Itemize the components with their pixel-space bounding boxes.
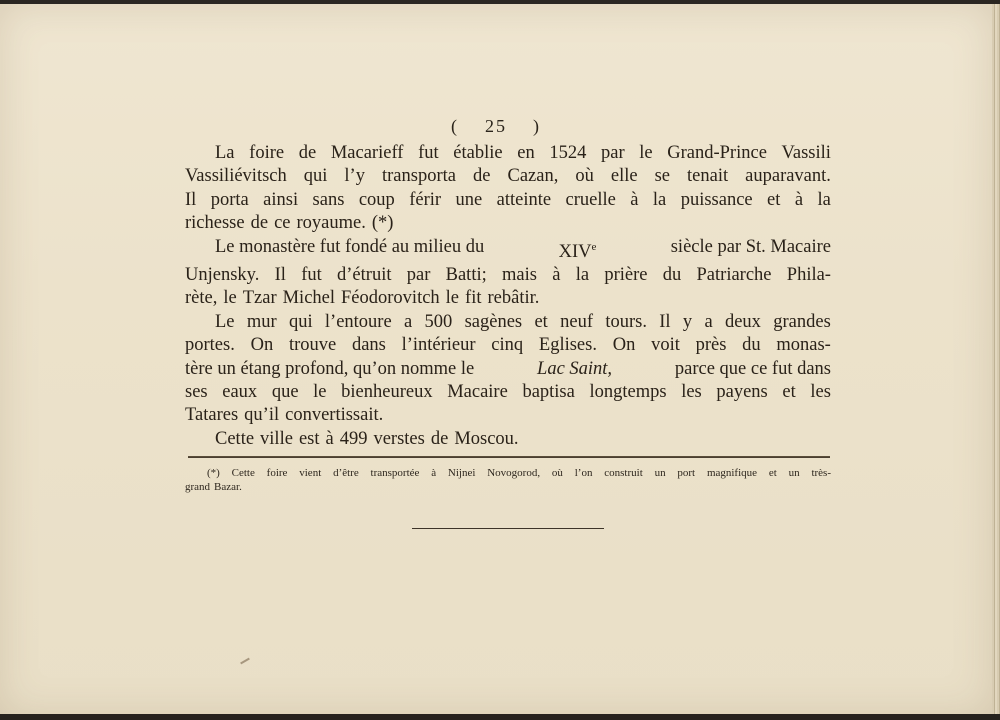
word: près: [695, 335, 727, 356]
word: a: [404, 311, 413, 332]
word: le: [223, 288, 237, 309]
word: Cette: [231, 467, 255, 479]
word: transportée: [370, 467, 420, 479]
word: Phila-: [786, 265, 831, 286]
word: fut: [301, 265, 322, 286]
word: Cette: [215, 428, 255, 449]
word: mais: [502, 265, 537, 286]
word: rète,: [185, 288, 218, 309]
word: l’y: [344, 166, 365, 187]
word: sagènes: [464, 311, 523, 332]
word: ainsi: [263, 189, 299, 210]
word: tours.: [605, 311, 647, 332]
word: et: [782, 382, 796, 403]
word: qui: [288, 311, 313, 332]
word: rebâtir.: [487, 288, 540, 309]
word: Novogorod,: [487, 467, 541, 479]
footnote: [185, 466, 831, 494]
word: auparavant.: [745, 166, 831, 187]
word: à: [552, 265, 561, 286]
word: royaume.: [296, 213, 366, 234]
text-line: [185, 381, 831, 404]
word: Patriarche: [696, 265, 772, 286]
word: le: [445, 288, 460, 309]
word: richesse: [185, 213, 245, 234]
word: portes.: [185, 335, 235, 356]
text-line-with-italic: [185, 358, 831, 381]
word: ville: [260, 428, 293, 449]
word: un: [654, 467, 666, 479]
page-bottom-edge: [0, 714, 1000, 720]
word: deux: [724, 311, 761, 332]
word: du: [742, 335, 761, 356]
lac-saint-italic: Lac Saint,: [537, 358, 613, 379]
word: monas-: [776, 335, 831, 356]
text-line: [185, 264, 831, 287]
text-line: [185, 212, 831, 235]
word: y: [682, 311, 693, 332]
word: Vassili: [781, 143, 831, 163]
word: que: [271, 382, 299, 403]
p2-roman-numeral: XIVe: [558, 240, 597, 262]
word: qui: [303, 166, 328, 187]
p2-line1-before: Le monastère fut fondé au milieu du: [215, 236, 485, 257]
text-line: [185, 165, 831, 188]
word: à: [325, 428, 334, 449]
word: (*): [371, 213, 394, 234]
word: atteinte: [496, 189, 552, 210]
word: d’être: [333, 467, 359, 479]
text-line: [185, 287, 831, 310]
word: payens: [716, 382, 768, 403]
word: de: [298, 143, 317, 163]
word: est: [298, 428, 320, 449]
word: où: [575, 166, 594, 187]
word: férir: [409, 189, 442, 210]
text-line: [185, 404, 831, 427]
word: grand: [185, 481, 211, 493]
word: Batti;: [445, 265, 487, 286]
word: à: [794, 189, 804, 210]
word: où: [551, 467, 563, 479]
footnote-line: [185, 466, 831, 480]
text-line-with-roman-numeral: [185, 236, 831, 264]
word: à: [431, 467, 437, 479]
word: cruelle: [565, 189, 616, 210]
page-stack-edge: [992, 4, 1000, 716]
word: cinq: [491, 335, 524, 356]
word: sans: [312, 189, 345, 210]
word: et: [767, 189, 781, 210]
word: l’on: [574, 467, 593, 479]
word: tenait: [687, 166, 729, 187]
word: et: [534, 311, 548, 332]
word: mur: [246, 311, 277, 332]
word: Macarieff: [330, 143, 404, 163]
word: Tatares: [185, 405, 239, 426]
word: par: [406, 265, 431, 286]
p3-line3-after: parce que ce fut dans: [674, 358, 831, 379]
footnote-separator-rule: [188, 456, 830, 458]
word: Unjensky.: [185, 265, 260, 286]
word: établie: [453, 143, 503, 163]
word: prière: [604, 265, 648, 286]
page-number-close-paren: ): [533, 116, 541, 136]
word: ce: [274, 213, 291, 234]
word: l’intérieur: [401, 335, 476, 356]
word: les: [681, 382, 702, 403]
word: les: [810, 382, 831, 403]
word: Michel: [282, 288, 336, 309]
word: grandes: [773, 311, 831, 332]
word: Il: [659, 311, 671, 332]
word: foire: [266, 467, 288, 479]
page-number-open-paren: (: [451, 116, 459, 136]
word: vient: [299, 467, 322, 479]
word: par: [600, 143, 625, 163]
word: se: [654, 166, 671, 187]
word: dans: [351, 335, 386, 356]
word: le: [313, 382, 327, 403]
word: du: [662, 265, 682, 286]
word: la: [575, 265, 590, 286]
word: Cazan,: [507, 166, 559, 187]
word: et: [768, 467, 777, 479]
word: une: [455, 189, 483, 210]
main-text: [185, 142, 831, 451]
word: fut: [418, 143, 439, 163]
word: verstes: [373, 428, 425, 449]
word: port: [677, 467, 696, 479]
word: (*): [207, 467, 220, 479]
word: 500: [424, 311, 453, 332]
word: On: [250, 335, 274, 356]
word: coup: [358, 189, 395, 210]
word: Il: [185, 189, 197, 210]
word: elle: [610, 166, 638, 187]
word: à: [630, 189, 639, 210]
text-line: [185, 428, 831, 451]
footnote-line: [185, 480, 831, 494]
word: puissance: [680, 189, 753, 210]
word: bienheureux: [341, 382, 433, 403]
text-line: [185, 189, 831, 212]
word: la: [652, 189, 667, 210]
word: d’étruit: [337, 265, 392, 286]
word: Le: [215, 311, 235, 332]
p3-line3-before: tère un étang profond, qu’on nomme le: [185, 358, 475, 379]
word: longtemps: [589, 382, 667, 403]
word: foire: [249, 143, 285, 163]
end-rule: [412, 528, 604, 529]
text-line: [185, 311, 831, 334]
word: qu’il: [244, 405, 280, 426]
word: Grand-Prince: [667, 143, 767, 163]
word: de: [250, 213, 269, 234]
word: Eglises.: [538, 335, 597, 356]
word: voit: [651, 335, 680, 356]
word: Il: [274, 265, 286, 286]
word: en: [517, 143, 535, 163]
word: Bazar.: [214, 481, 242, 493]
word: On: [612, 335, 636, 356]
word: ses: [185, 382, 208, 403]
word: très-: [811, 467, 831, 479]
word: La: [215, 143, 235, 163]
word: 499: [339, 428, 368, 449]
word: de: [430, 428, 449, 449]
word: l’entoure: [324, 311, 392, 332]
word: le: [639, 143, 653, 163]
word: magnifique: [706, 467, 758, 479]
word: Vassiliévitsch: [185, 166, 287, 187]
word: eaux: [222, 382, 258, 403]
word: un: [788, 467, 800, 479]
text-line: [185, 334, 831, 357]
word: convertissait.: [285, 405, 384, 426]
word: neuf: [560, 311, 593, 332]
word: fit: [465, 288, 482, 309]
p2-line1-after: siècle par St. Macaire: [670, 236, 831, 257]
word: Nijnei: [447, 467, 476, 479]
word: Macaire: [447, 382, 508, 403]
superscript-e: e: [591, 240, 597, 253]
page-number: [0, 116, 992, 137]
word: Féodorovitch: [341, 288, 440, 309]
word: construit: [604, 467, 643, 479]
word: 1524: [549, 143, 587, 163]
word: Tzar: [242, 288, 277, 309]
word: transporta: [382, 166, 456, 187]
word: Moscou.: [454, 428, 519, 449]
word: de: [473, 166, 491, 187]
word: trouve: [288, 335, 337, 356]
word: a: [704, 311, 713, 332]
word: la: [817, 189, 831, 210]
text-line: [185, 142, 831, 165]
word: baptisa: [522, 382, 575, 403]
word: porta: [210, 189, 249, 210]
page-number-value: 25: [485, 116, 507, 136]
